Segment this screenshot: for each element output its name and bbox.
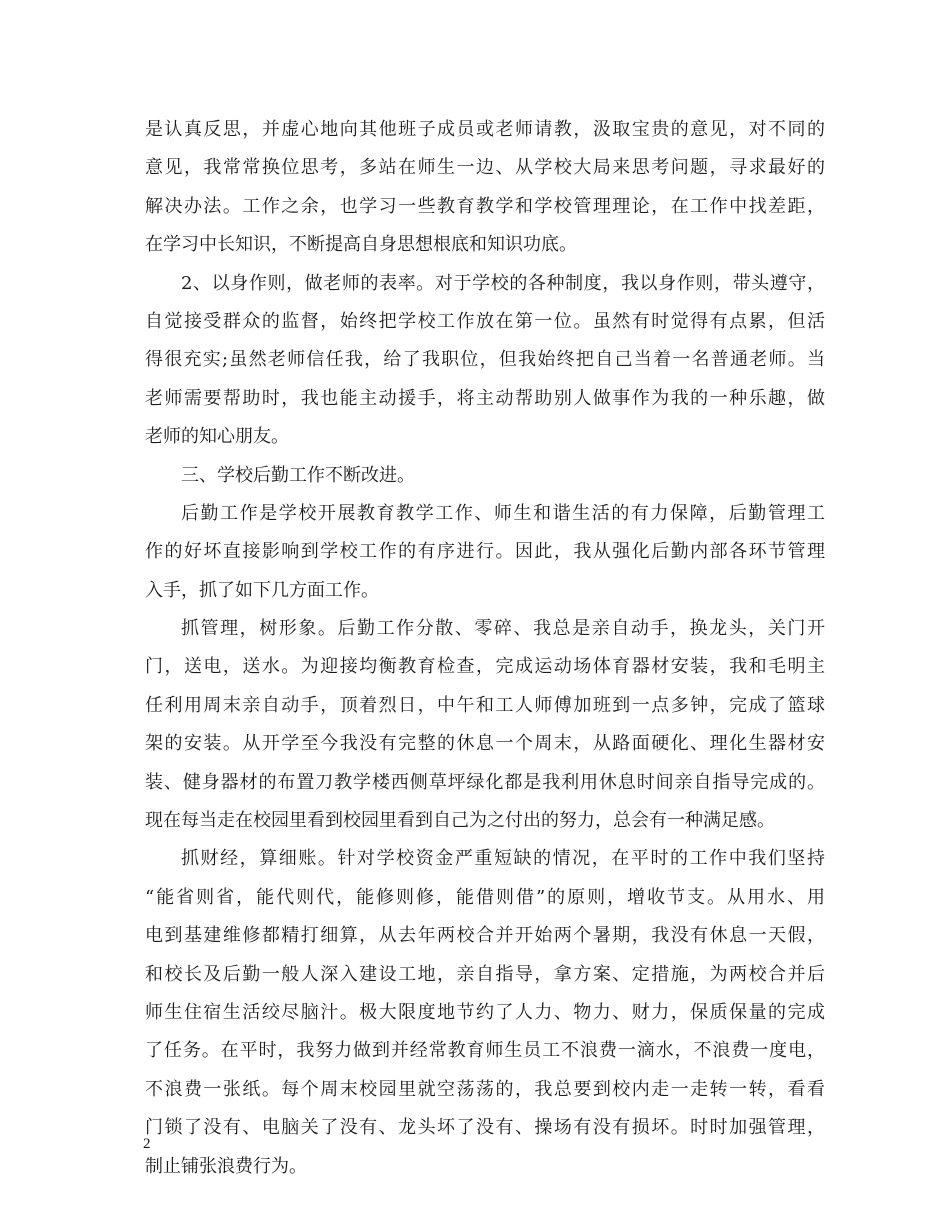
paragraph-start-line: 2、以身作则，做老师的表率。对于学校的各种制度，我以身作则，带头遵守， [181, 272, 825, 294]
text-line: 和校长及后勤一般人深入建设工地，亲自指导，拿方案、定措施，为两校合并后 [145, 963, 825, 985]
text-line: 现在每当走在校园里看到校园里看到自己为之付出的努力，总会有一种满足感。 [145, 810, 775, 832]
text-line: 解决办法。工作之余，也学习一些教育教学和学校管理理论，在工作中找差距， [145, 195, 825, 217]
text-line: “能省则省，能代则代，能修则修，能借则借”的原则，增收节支。从用水、用 [145, 886, 825, 908]
text-line: 得很充实;虽然老师信任我，给了我职位，但我始终把自己当着一名普通老师。当 [145, 349, 825, 371]
text-line: 电到基建维修都精打细算，从去年两校合并开始两个暑期，我没有休息一天假， [145, 925, 825, 947]
text-line: 师生住宿生活绞尽脑汁。极大限度地节约了人力、物力、财力，保质保量的完成 [145, 1001, 825, 1023]
text-line: 入手，抓了如下几方面工作。 [145, 579, 379, 601]
text-line: 意见，我常常换位思考，多站在师生一边、从学校大局来思考问题，寻求最好的 [145, 157, 825, 179]
paragraph-start-line: 抓财经，算细账。针对学校资金严重短缺的情况，在平时的工作中我们坚持 [181, 848, 825, 870]
text-line: 了任务。在平时，我努力做到并经常教育师生员工不浪费一滴水，不浪费一度电， [145, 1040, 825, 1062]
text-line: 装、健身器材的布置刀教学楼西侧草坪绿化都是我利用休息时间亲自指导完成的。 [145, 771, 825, 793]
text-line: 门，送电，送水。为迎接均衡教育检查，完成运动场体育器材安装，我和毛明主 [145, 656, 825, 678]
paragraph-start-line: 后勤工作是学校开展教育教学工作、师生和谐生活的有力保障，后勤管理工 [181, 502, 825, 524]
text-line: 作的好坏直接影响到学校工作的有序进行。因此，我从强化后勤内部各环节管理 [145, 541, 825, 563]
text-line: 不浪费一张纸。每个周末校园里就空荡荡的，我总要到校内走一走转一转，看看 [145, 1078, 825, 1100]
page-number: 2 [143, 1136, 151, 1152]
text-line: 在学习中长知识，不断提高自身思想根底和知识功底。 [145, 234, 577, 256]
section-heading: 三、学校后勤工作不断改进。 [181, 464, 415, 486]
text-line: 老师需要帮助时，我也能主动援手，将主动帮助别人做事作为我的一种乐趣，做 [145, 387, 825, 409]
text-line: 自觉接受群众的监督，始终把学校工作放在第一位。虽然有时觉得有点累，但活 [145, 310, 825, 332]
text-line: 门锁了没有、电脑关了没有、龙头坏了没有、操场有没有损坏。时时加强管理， [145, 1117, 825, 1139]
text-line: 制止铺张浪费行为。 [145, 1155, 307, 1177]
text-line: 任利用周末亲自动手，顶着烈日，中午和工人师傅加班到一点多钟，完成了篮球 [145, 694, 825, 716]
text-line: 是认真反思，并虚心地向其他班子成员或老师请教，汲取宝贵的意见，对不同的 [145, 119, 825, 140]
paragraph-start-line: 抓管理，树形象。后勤工作分散、零碎、我总是亲自动手，换龙头，关门开 [181, 618, 825, 640]
text-line: 老师的知心朋友。 [145, 426, 289, 448]
text-line: 架的安装。从开学至今我没有完整的休息一个周末，从路面硬化、理化生器材安 [145, 733, 825, 755]
document-body [145, 111, 825, 1186]
